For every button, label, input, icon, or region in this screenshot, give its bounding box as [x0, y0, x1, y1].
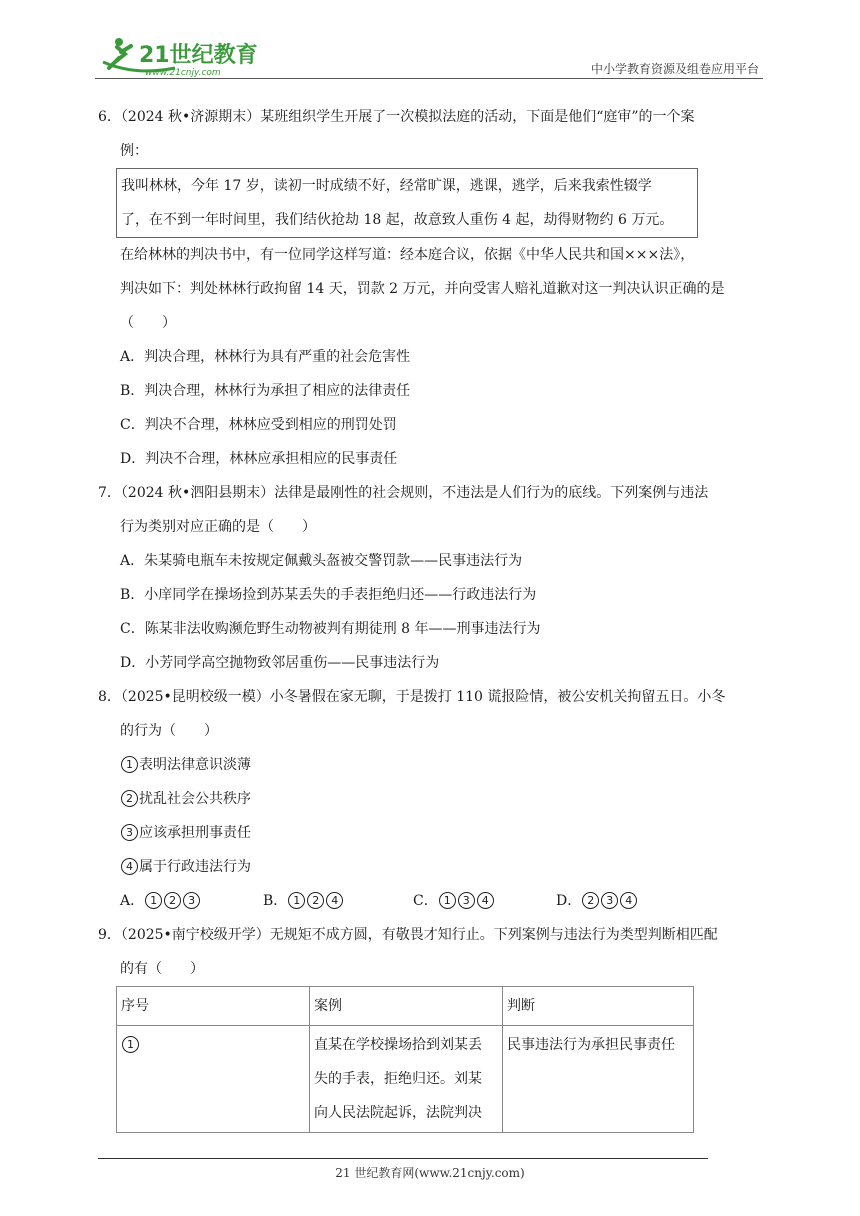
site-logo — [95, 32, 265, 80]
question-content — [98, 100, 766, 1133]
q6-text-line1: 在给林林的判决书中，有一位同学这样写道：经本庭合议，依据《中华人民共和国×××法》， — [120, 247, 695, 263]
question-9 — [98, 918, 766, 1133]
q8-choice-c[interactable]: C． 1 3 4 — [413, 884, 556, 918]
q8-choices — [98, 884, 766, 918]
circled-number: 2 — [121, 790, 138, 807]
q6-option-b[interactable]: B．判决合理，林林行为承担了相应的法律责任 — [120, 383, 411, 399]
q8-item-text: 应该承担刑事责任 — [139, 825, 251, 841]
q7-option-d[interactable]: D．小芳同学高空抛物致邻居重伤——民事违法行为 — [120, 655, 440, 671]
page-footer: 21 世纪教育网(www.21cnjy.com) — [335, 1166, 525, 1180]
circled-number: 1 — [121, 756, 138, 773]
q7-option-b[interactable]: B．小庠同学在操场捡到苏某丢失的手表拒绝归还——行政违法行为 — [120, 587, 537, 603]
q6-option-a[interactable]: A．判决合理，林林行为具有严重的社会危害性 — [120, 349, 411, 365]
q6-box-line2: 了，在不到一年时间里，我们结伙抢劫 18 起，故意致人重伤 4 起，劫得财物约 6 万元。 — [121, 212, 674, 228]
q7-option-a[interactable]: A．朱某骑电瓶车未按规定佩戴头盔被交警罚款——民事违法行为 — [120, 553, 523, 569]
table-row — [117, 1026, 694, 1133]
table-cell-judgement: 民事违法行为承担民事责任 — [503, 1026, 694, 1133]
q8-item-text: 表明法律意识淡薄 — [139, 757, 251, 773]
q7-option-c[interactable]: C．陈某非法收购濒危野生动物被判有期徒刑 8 年——刑事违法行为 — [120, 621, 541, 637]
q9-stem-line2: 的有（ ） — [120, 961, 204, 977]
platform-label: 中小学教育资源及组卷应用平台 — [590, 62, 759, 76]
case-line: 失的手表，拒绝归还。刘某 — [314, 1071, 482, 1087]
logo-url: www.21cnjy.com — [145, 68, 221, 78]
q8-choice-b[interactable]: B． 1 2 4 — [263, 884, 413, 918]
header-divider — [95, 78, 763, 79]
q8-item-4 — [98, 850, 766, 884]
table-header-cell: 序号 — [117, 987, 310, 1026]
q8-item-3 — [98, 816, 766, 850]
q6-text-line3: （ ） — [120, 315, 176, 331]
q6-text-line2: 判决如下：判处林林行政拘留 14 天，罚款 2 万元，并向受害人赔礼道歉对这一判决认识正确的是 — [120, 281, 725, 297]
circled-number: 1 — [122, 1036, 139, 1053]
logo-text: 21世纪教育 — [139, 43, 258, 68]
q8-item-text: 属于行政违法行为 — [139, 859, 251, 875]
q8-stem-line2: 的行为（ ） — [120, 723, 218, 739]
table-cell-case — [310, 1026, 503, 1133]
q6-stem-line2: 例： — [120, 143, 148, 159]
table-header-cell: 案例 — [310, 987, 503, 1026]
q6-case-box — [116, 168, 698, 238]
q8-stem-line1: 8．（2025•昆明校级一模）小冬暑假在家无聊，于是拨打 110 谎报险情，被公安机关拘留五日。小冬 — [98, 689, 726, 705]
case-line: 直某在学校操场拾到刘某丢 — [314, 1037, 482, 1053]
table-header-row — [117, 987, 694, 1026]
q6-option-d[interactable]: D．判决不合理，林林应承担相应的民事责任 — [120, 451, 398, 467]
q6-stem-line1: 6．（2024 秋•济源期末）某班组织学生开展了一次模拟法庭的活动，下面是他们“庭审”的一个案 — [98, 109, 695, 125]
q9-table — [116, 986, 694, 1133]
q7-stem-line1: 7．（2024 秋•泗阳县期末）法律是最刚性的社会规则，不违法是人们行为的底线。下列案例与违法 — [98, 485, 709, 501]
page-header — [95, 32, 763, 80]
q8-choice-d[interactable]: D． 2 3 4 — [556, 884, 638, 918]
q9-stem-line1: 9．（2025•南宁校级开学）无规矩不成方圆，有敬畏才知行止。下列案例与违法行为类型判断相匹配 — [98, 927, 718, 943]
q7-stem-line2: 行为类别对应正确的是（ ） — [120, 519, 316, 535]
q8-item-1 — [98, 748, 766, 782]
table-cell-num — [117, 1026, 310, 1133]
footer-divider — [98, 1158, 708, 1159]
q6-option-c[interactable]: C．判决不合理，林林应受到相应的刑罚处罚 — [120, 417, 397, 433]
circled-number: 3 — [121, 824, 138, 841]
q8-item-text: 扰乱社会公共秩序 — [139, 791, 251, 807]
question-8 — [98, 680, 766, 918]
question-6 — [98, 100, 766, 476]
q6-box-line1: 我叫林林，今年 17 岁，读初一时成绩不好，经常旷课，逃课，逃学，后来我索性辍学 — [121, 178, 652, 194]
question-7 — [98, 476, 766, 680]
table-header-cell: 判断 — [503, 987, 694, 1026]
q8-item-2 — [98, 782, 766, 816]
q8-choice-a[interactable]: A． 1 2 3 — [120, 884, 263, 918]
circled-number: 4 — [121, 858, 138, 875]
case-line: 向人民法院起诉，法院判决 — [314, 1105, 482, 1121]
